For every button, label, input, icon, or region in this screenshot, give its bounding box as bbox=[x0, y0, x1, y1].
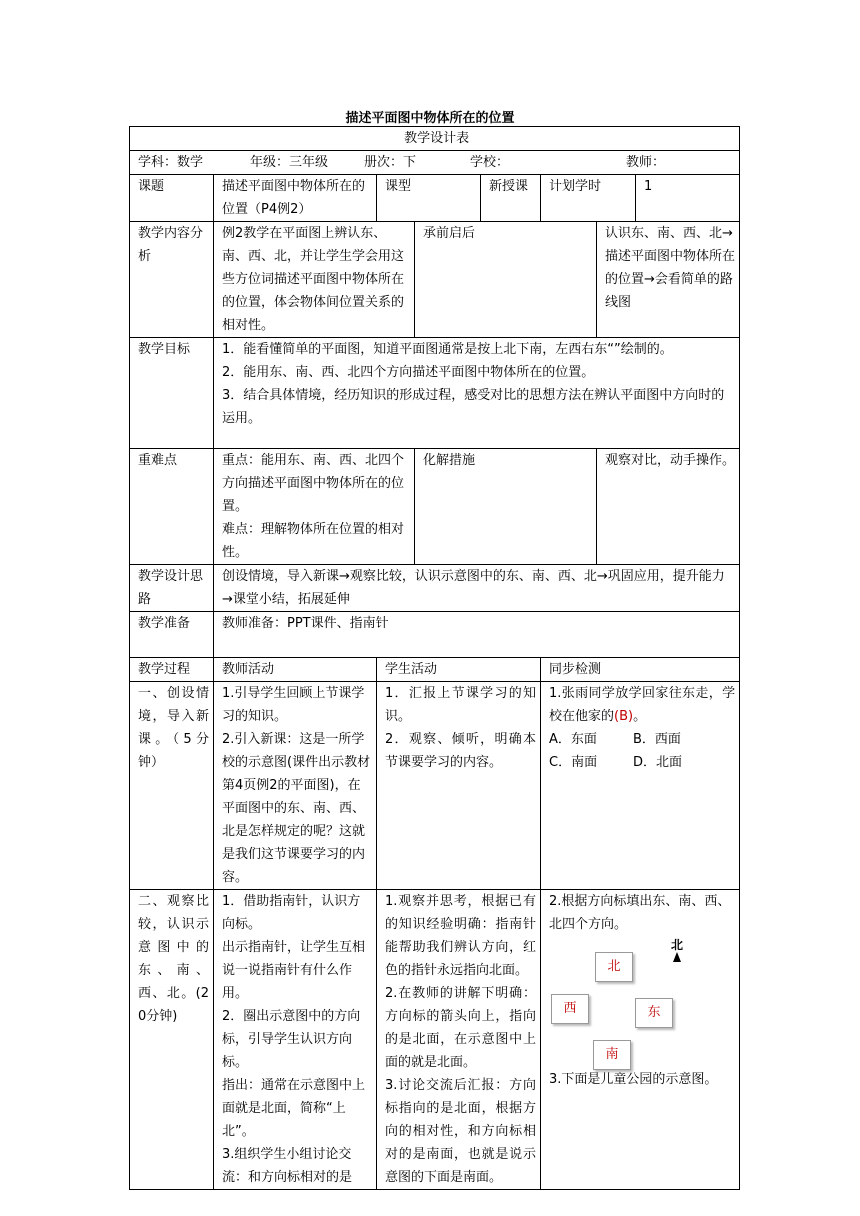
direction-diagram bbox=[549, 938, 735, 1068]
student-step: 1．汇报上节课学习的知识。 bbox=[385, 686, 536, 724]
north-mark-label: 北 bbox=[670, 938, 683, 952]
option-a: A．东面 bbox=[549, 732, 597, 747]
option-d: D．北面 bbox=[633, 755, 683, 770]
prep-value: 教师准备：PPT课件、指南针 bbox=[214, 612, 740, 658]
lesson-design-table bbox=[129, 126, 740, 1190]
goal-item: 1．能看懂简单的平面图，知道平面图通常是按上北下南，左西右东“”绘制的。 bbox=[222, 342, 673, 357]
measure-label: 化解措施 bbox=[415, 449, 597, 565]
student-step: 2．观察、倾听，明确本节课要学习的内容。 bbox=[385, 732, 536, 770]
stage1-check bbox=[541, 682, 740, 890]
prep-label: 教学准备 bbox=[130, 612, 214, 658]
check-question-end: 。 bbox=[633, 709, 647, 724]
grade-info: 年级：三年级 bbox=[250, 155, 329, 170]
teacher-step: 指出：通常在示意图中上面就是北面，简称“上北”。 bbox=[222, 1078, 366, 1139]
check-question-1: 1.张雨同学放学回家往东走，学校在他家的 bbox=[549, 686, 736, 724]
stage2-teacher bbox=[214, 890, 377, 1190]
key-point: 重点：能用东、南、西、北四个方向描述平面图中物体所在的位置。 bbox=[222, 453, 405, 514]
analysis-content: 例2教学在平面图上辨认东、南、西、北，并让学生学会用这些方位词描述平面图中物体所在的位置，体会物体间位置关系的相对性。 bbox=[214, 222, 415, 338]
teacher-step: 1.引导学生回顾上节课学习的知识。 bbox=[222, 686, 365, 724]
west-box: 西 bbox=[551, 994, 589, 1024]
school-info: 学校： bbox=[470, 155, 510, 170]
lesson-type-label: 课型 bbox=[377, 175, 481, 222]
planned-hours-label: 计划学时 bbox=[541, 175, 636, 222]
student-step: 3.讨论交流后汇报：方向标指向的是北面，根据方向的相对性，和方向标相对的是南面，也就是说示意图的下面是南面。 bbox=[385, 1078, 536, 1185]
option-c: C．南面 bbox=[549, 755, 598, 770]
connection-label: 承前启后 bbox=[415, 222, 597, 338]
goal-item: 3．结合具体情境，经历知识的形成过程，感受对比的思想方法在辨认平面图中方向时的运用。 bbox=[222, 388, 725, 426]
key-points-label: 重难点 bbox=[130, 449, 214, 565]
design-label: 教学设计思路 bbox=[130, 565, 214, 612]
teacher-step: 2.引入新课：这是一所学校的示意图(课件出示教材第4页例2的平面图)，在平面图中的东、南、西、北是怎样规定的呢？这就是我们这节课要学习的内容。 bbox=[222, 732, 371, 885]
north-box: 北 bbox=[595, 952, 633, 982]
stage1-label: 一、创设情境，导入新课。（5分钟） bbox=[130, 682, 214, 890]
volume-info: 册次：下 bbox=[364, 155, 417, 170]
student-step: 1.观察并思考，根据已有的知识经验明确：指南针能帮助我们辨认方向，红色的指针永远指向北面。 bbox=[385, 894, 536, 978]
stage2-label: 二、观察比较，认识示意图中的东、南、西、北。(20分钟) bbox=[130, 890, 214, 1190]
measure-value: 观察对比，动手操作。 bbox=[597, 449, 740, 565]
check-question-2: 2.根据方向标填出东、南、西、北四个方向。 bbox=[549, 894, 731, 932]
difficult-point: 难点：理解物体所在位置的相对性。 bbox=[222, 522, 405, 560]
stage1-student bbox=[377, 682, 541, 890]
goal-item: 2．能用东、南、西、北四个方向描述平面图中物体所在的位置。 bbox=[222, 365, 595, 380]
check-question-3: 3.下面是儿童公园的示意图。 bbox=[549, 1072, 718, 1087]
east-box: 东 bbox=[635, 998, 673, 1028]
connection-value: 认识东、南、西、北→描述平面图中物体所在的位置→会看简单的路线图 bbox=[597, 222, 740, 338]
check-answer-1: (B) bbox=[614, 709, 634, 724]
process-header-teacher: 教师活动 bbox=[214, 658, 377, 682]
option-b: B．西面 bbox=[633, 732, 681, 747]
process-header-stage: 教学过程 bbox=[130, 658, 214, 682]
goals-label: 教学目标 bbox=[130, 338, 214, 449]
teacher-step: 出示指南针，让学生互相说一说指南针有什么作用。 bbox=[222, 940, 366, 1001]
key-points-content bbox=[214, 449, 415, 565]
student-step: 2.在教师的讲解下明确：方向标的箭头向上，指向的是北面，在示意图中上面的就是北面。 bbox=[385, 986, 536, 1070]
lesson-type-value: 新授课 bbox=[481, 175, 541, 222]
info-row bbox=[130, 151, 740, 175]
teacher-step: 3.组织学生小组讨论交流：和方向标相对的是 bbox=[222, 1147, 353, 1185]
subject-info: 学科：数学 bbox=[138, 155, 204, 170]
teacher-info: 教师： bbox=[626, 155, 666, 170]
stage2-student bbox=[377, 890, 541, 1190]
south-box: 南 bbox=[593, 1040, 631, 1070]
topic-label: 课题 bbox=[130, 175, 214, 222]
planned-hours-value: 1 bbox=[636, 175, 740, 222]
process-header-student: 学生活动 bbox=[377, 658, 541, 682]
teacher-step: 2．圈出示意图中的方向标，引导学生认识方向标。 bbox=[222, 1009, 361, 1070]
document-title: 描述平面图中物体所在的位置 bbox=[345, 111, 515, 126]
topic-value: 描述平面图中物体所在的位置（P4例2） bbox=[214, 175, 377, 222]
design-value: 创设情境，导入新课→观察比较，认识示意图中的东、南、西、北→巩固应用，提升能力→课堂小结，拓展延伸 bbox=[214, 565, 740, 612]
stage2-check bbox=[541, 890, 740, 1190]
process-header-check: 同步检测 bbox=[541, 658, 740, 682]
teacher-step: 1．借助指南针，认识方向标。 bbox=[222, 894, 361, 932]
north-arrow-icon bbox=[667, 938, 687, 962]
analysis-label: 教学内容分析 bbox=[130, 222, 214, 338]
goals-content bbox=[214, 338, 740, 449]
table-title: 教学设计表 bbox=[130, 127, 740, 151]
stage1-teacher bbox=[214, 682, 377, 890]
